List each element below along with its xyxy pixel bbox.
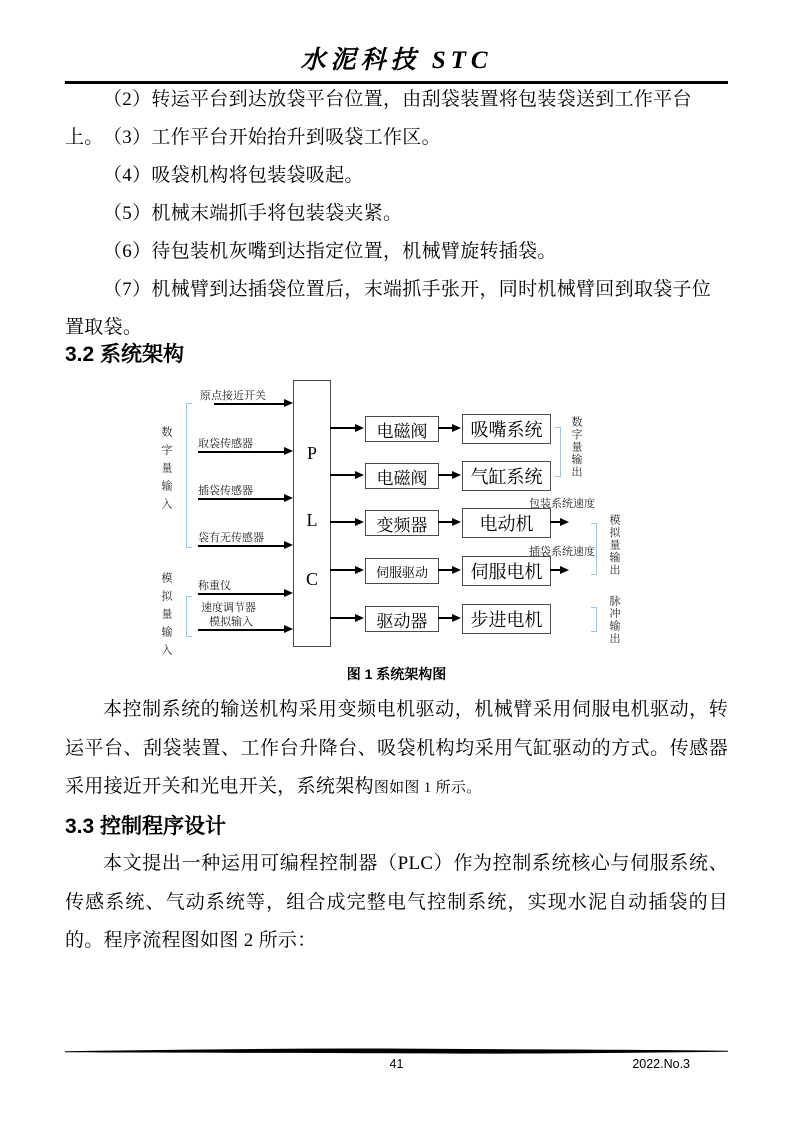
input-line bbox=[214, 403, 285, 405]
arrow-right-icon bbox=[284, 399, 293, 407]
analog-input-group-label: 模拟量输入 bbox=[160, 572, 172, 662]
arrow-right-icon bbox=[355, 471, 364, 479]
arrow-right-icon bbox=[560, 566, 569, 574]
driver-box-servo-drive: 伺服驱动 bbox=[365, 558, 439, 584]
section-3-2-paragraph bbox=[65, 691, 728, 808]
digital-input-bracket bbox=[186, 403, 192, 548]
input-label-speed-regulator: 速度调节器 bbox=[201, 602, 256, 614]
actuator-box-suction-nozzle-system: 吸嘴系统 bbox=[462, 414, 551, 444]
issue-number: 2022.No.3 bbox=[632, 1057, 690, 1071]
actuator-box-stepper-motor: 步进电机 bbox=[462, 604, 551, 634]
figure1-diagram bbox=[155, 372, 655, 664]
paragraph-text-small: 图如图 1 所示。 bbox=[373, 780, 482, 796]
plc-letter-c: C bbox=[305, 569, 318, 589]
input-line bbox=[198, 498, 285, 500]
connector-line bbox=[330, 521, 357, 523]
arrow-right-icon bbox=[355, 566, 364, 574]
arrow-right-icon bbox=[452, 614, 461, 622]
connector-line bbox=[330, 474, 357, 476]
procedure-step-5: （5）机械末端抓手将包装袋夹紧。 bbox=[103, 203, 403, 224]
pulse-output-group-label: 脉冲输出 bbox=[608, 595, 620, 645]
driver-box-solenoid-valve-2: 电磁阀 bbox=[365, 463, 439, 489]
input-line bbox=[198, 629, 285, 631]
digital-output-group-label: 数字量输出 bbox=[570, 416, 582, 479]
arrow-right-icon bbox=[355, 614, 364, 622]
analog-output-group-label: 模拟量输出 bbox=[608, 514, 620, 577]
arrow-right-icon bbox=[355, 518, 364, 526]
journal-title: 水泥科技 STC bbox=[300, 47, 493, 74]
actuator-box-servo-motor: 伺服电机 bbox=[462, 556, 551, 586]
driver-box-frequency-converter: 变频器 bbox=[365, 510, 439, 536]
input-line bbox=[198, 451, 285, 453]
arrow-right-icon bbox=[452, 518, 461, 526]
procedure-step-6: （6）待包装机灰嘴到达指定位置，机械臂旋转插袋。 bbox=[103, 241, 557, 262]
procedure-step-7: （7）机械臂到达插袋位置后，末端抓手张开，同时机械臂回到取袋子位置取袋。 bbox=[65, 279, 712, 338]
pulse-output-bracket bbox=[591, 607, 597, 632]
arrow-right-icon bbox=[284, 589, 293, 597]
section-heading-3-2: 3.2 系统架构 bbox=[65, 343, 185, 366]
procedure-step-4: （4）吸袋机构将包装袋吸起。 bbox=[103, 165, 364, 186]
connector-line bbox=[330, 617, 357, 619]
connector-line bbox=[330, 427, 357, 429]
analog-input-bracket bbox=[186, 596, 192, 637]
procedure-step-2: （2）转运平台到达放袋平台位置，由刮袋装置将包装袋送到工作平台上。 bbox=[65, 89, 692, 148]
input-label-weighing-instrument: 称重仪 bbox=[198, 580, 231, 592]
arrow-right-icon bbox=[284, 494, 293, 502]
arrow-right-icon bbox=[284, 541, 293, 549]
arrow-right-icon bbox=[452, 471, 461, 479]
input-label-bag-pick-sensor: 取袋传感器 bbox=[198, 438, 253, 450]
input-line bbox=[198, 545, 285, 547]
paragraph-text: 本控制系统的输送机构采用变频电机驱动，机械臂采用伺服电机驱动，转运平台、刮袋装置、工作台升降台、吸袋机构均采用气缸驱动的方式。传感器采用接近开关和光电开关，系统架构 bbox=[65, 699, 728, 797]
connector-line bbox=[330, 569, 357, 571]
input-label-origin-proximity-switch: 原点接近开关 bbox=[200, 390, 266, 402]
arrow-right-icon bbox=[452, 566, 461, 574]
arrow-right-icon bbox=[452, 424, 461, 432]
digital-input-group-label: 数字量输入 bbox=[160, 426, 172, 516]
section-heading-3-3: 3.3 控制程序设计 bbox=[65, 815, 227, 838]
output-label-packing-system-speed: 包装系统速度 bbox=[529, 498, 595, 510]
plc-box bbox=[293, 380, 331, 647]
driver-box-stepper-driver: 驱动器 bbox=[365, 606, 439, 632]
input-line bbox=[198, 593, 285, 595]
plc-letter-l: L bbox=[306, 510, 318, 530]
arrow-right-icon bbox=[284, 625, 293, 633]
output-label-bag-insert-system-speed: 插袋系统速度 bbox=[529, 546, 595, 558]
page-number: 41 bbox=[389, 1057, 404, 1071]
digital-output-bracket bbox=[555, 427, 561, 477]
figure1-caption: 图 1 系统架构图 bbox=[346, 666, 447, 682]
arrow-right-icon bbox=[284, 447, 293, 455]
actuator-box-electric-motor: 电动机 bbox=[462, 508, 551, 538]
actuator-box-cylinder-system: 气缸系统 bbox=[462, 461, 551, 491]
plc-letter-p: P bbox=[306, 443, 317, 463]
driver-box-solenoid-valve-1: 电磁阀 bbox=[365, 416, 439, 442]
procedure-step-3: （3）工作平台开始抬升到吸袋工作区。 bbox=[103, 127, 441, 148]
section-3-3-paragraph: 本文提出一种运用可编程控制器（PLC）作为控制系统核心与伺服系统、传感系统、气动系统等，组合成完整电气控制系统，实现水泥自动插袋的目的。程序流程图如图 2 所示： bbox=[65, 853, 728, 951]
arrow-right-icon bbox=[355, 424, 364, 432]
analog-output-bracket bbox=[591, 523, 597, 575]
input-label-bag-presence-sensor: 袋有无传感器 bbox=[198, 532, 264, 544]
input-label-bag-insert-sensor: 插袋传感器 bbox=[198, 485, 253, 497]
input-label-analog-input: 模拟输入 bbox=[209, 616, 253, 628]
arrow-right-icon bbox=[560, 518, 569, 526]
